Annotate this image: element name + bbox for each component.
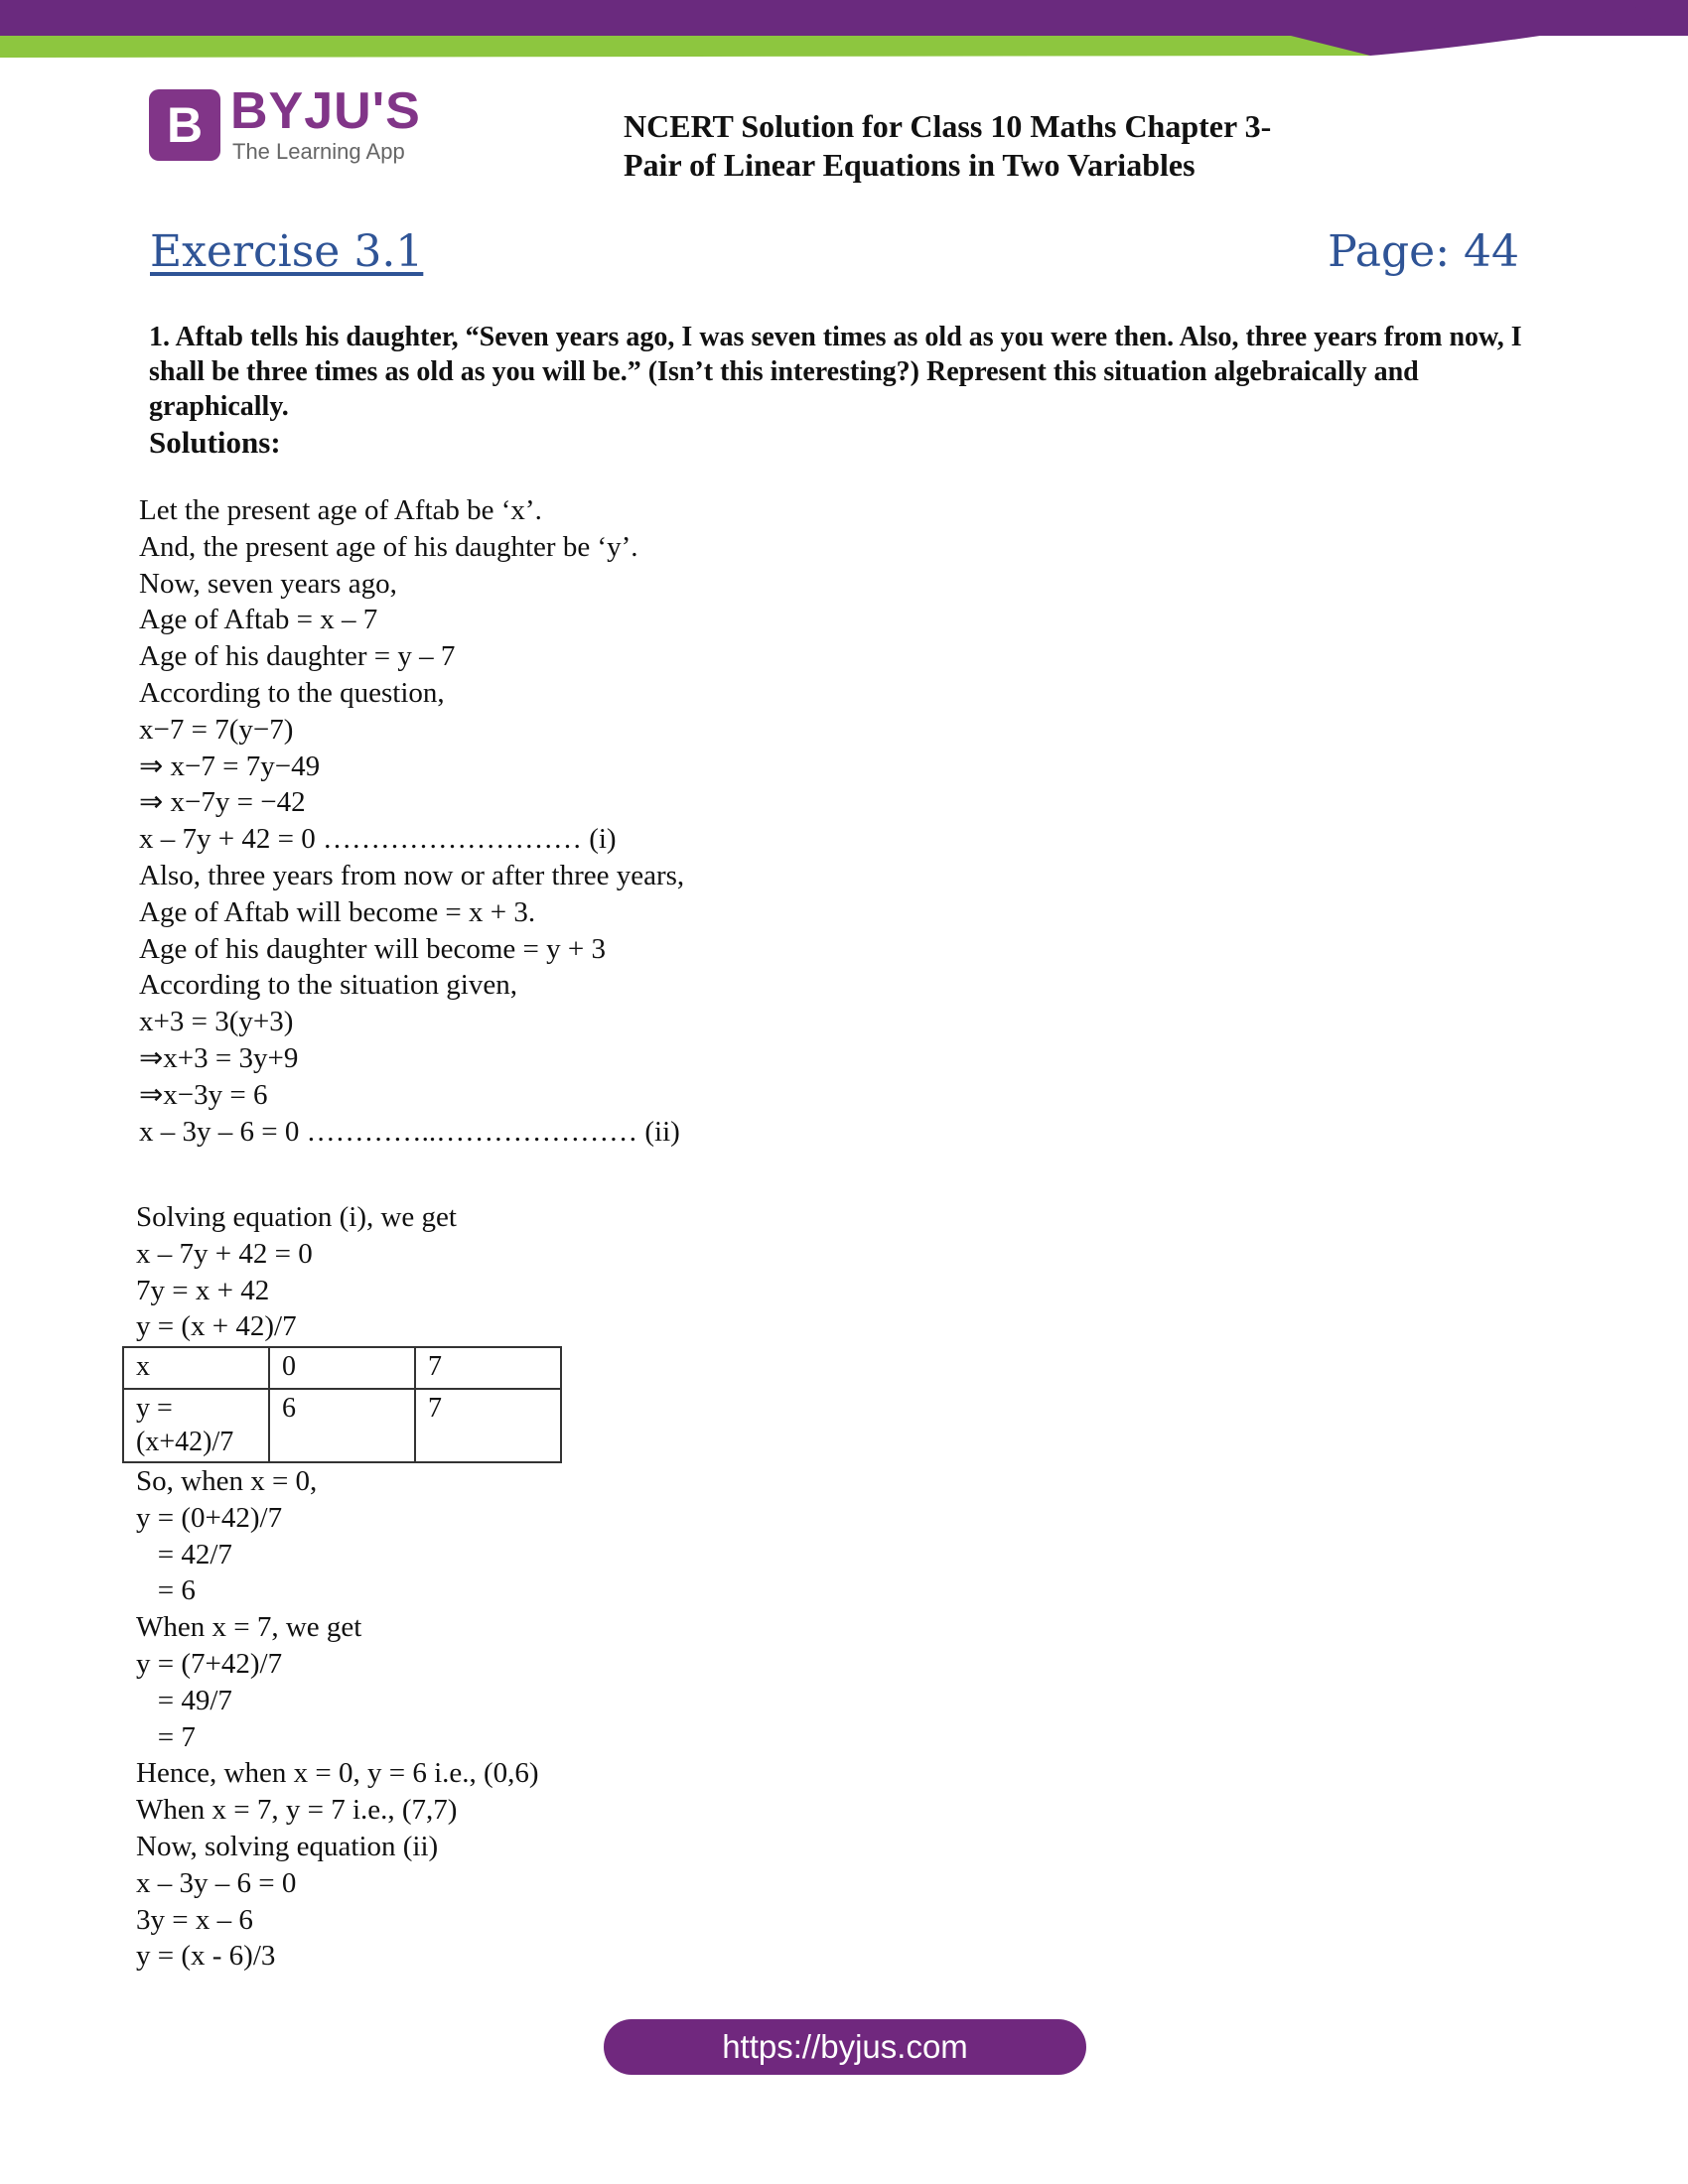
table-cell: 7 — [415, 1389, 561, 1462]
table-cell: 0 — [269, 1347, 415, 1389]
solution-line: Solving equation (i), we get — [136, 1201, 457, 1233]
solution-line: = 42/7 — [136, 1538, 232, 1570]
solution-line: When x = 7, we get — [136, 1611, 362, 1644]
table-row — [123, 1347, 561, 1389]
solution-line: 7y = x + 42 — [136, 1274, 270, 1306]
solution-line: = 7 — [136, 1720, 196, 1753]
page-number: Page: 44 — [1328, 226, 1519, 277]
solution-line: According to the question, — [139, 676, 445, 709]
document-title-line1: NCERT Solution for Class 10 Maths Chapter 3- — [624, 108, 1272, 144]
solutions-heading: Solutions: — [149, 425, 281, 460]
solution-line: Hence, when x = 0, y = 6 i.e., (0,6) — [136, 1757, 539, 1790]
solution-line: y = (x + 42)/7 — [136, 1310, 297, 1343]
solution-line: When x = 7, y = 7 i.e., (7,7) — [136, 1794, 458, 1827]
solution-line: Age of his daughter will become = y + 3 — [139, 932, 607, 965]
logo-name: BYJU'S — [230, 82, 421, 140]
table-cell: 7 — [415, 1347, 561, 1389]
document-title — [624, 107, 1271, 185]
solution-line: x+3 = 3(y+3) — [139, 1006, 294, 1038]
solution-line: x – 3y – 6 = 0 — [136, 1866, 297, 1899]
solution-line: ⇒ x−7 = 7y−49 — [139, 750, 321, 782]
solution-line: ⇒x+3 = 3y+9 — [139, 1041, 299, 1074]
solution-block-1 — [139, 492, 684, 1150]
solution-line: = 6 — [136, 1574, 196, 1607]
header-color-band — [0, 0, 1688, 62]
solution-line: y = (x - 6)/3 — [136, 1940, 276, 1973]
solution-line: And, the present age of his daughter be ‘y’. — [139, 530, 638, 563]
solution-block-3 — [136, 1463, 539, 1975]
solution-line: = 49/7 — [136, 1684, 232, 1716]
solution-line: y = (0+42)/7 — [136, 1501, 283, 1534]
exercise-heading: Exercise 3.1 — [150, 226, 424, 277]
solution-line: Now, seven years ago, — [139, 567, 397, 600]
values-table — [122, 1346, 562, 1463]
solution-line: ⇒ x−7y = −42 — [139, 786, 306, 819]
table-row — [123, 1389, 561, 1462]
logo-mark: B — [149, 89, 220, 161]
table-cell: y = (x+42)/7 — [123, 1389, 269, 1462]
solution-line: 3y = x – 6 — [136, 1903, 253, 1936]
document-title-line2: Pair of Linear Equations in Two Variables — [624, 147, 1196, 183]
table-cell: x — [123, 1347, 269, 1389]
solution-line: Also, three years from now or after three years, — [139, 859, 685, 891]
byjus-logo — [149, 82, 447, 165]
solution-line: x−7 = 7(y−7) — [139, 713, 294, 746]
solution-line: x – 3y – 6 = 0 …………..………………… (ii) — [139, 1115, 680, 1148]
solution-line: So, when x = 0, — [136, 1465, 318, 1497]
solution-line: Age of Aftab will become = x + 3. — [139, 895, 536, 928]
solution-line: x – 7y + 42 = 0 — [136, 1237, 313, 1270]
solution-line: Now, solving equation (ii) — [136, 1830, 439, 1862]
solution-line: x – 7y + 42 = 0 ……………………… (i) — [139, 823, 617, 856]
logo-tagline: The Learning App — [232, 139, 405, 164]
solution-line: According to the situation given, — [139, 969, 517, 1002]
solution-line: Let the present age of Aftab be ‘x’. — [139, 494, 542, 526]
solution-line: ⇒x−3y = 6 — [139, 1078, 268, 1111]
solution-line: Age of Aftab = x – 7 — [139, 604, 378, 636]
solution-line: y = (7+42)/7 — [136, 1647, 283, 1680]
question-text: 1. Aftab tells his daughter, “Seven years ago, I was seven times as old as you were then. Also, three years from now, I shall be three times as old as you will be.” (Isn’t this interesting?) Represent this situation algebraically and graphically. — [149, 322, 1522, 422]
table-cell: 6 — [269, 1389, 415, 1462]
footer-url-link[interactable]: https://byjus.com — [604, 2019, 1086, 2075]
solution-block-2 — [136, 1199, 457, 1345]
solution-line: Age of his daughter = y – 7 — [139, 640, 456, 673]
